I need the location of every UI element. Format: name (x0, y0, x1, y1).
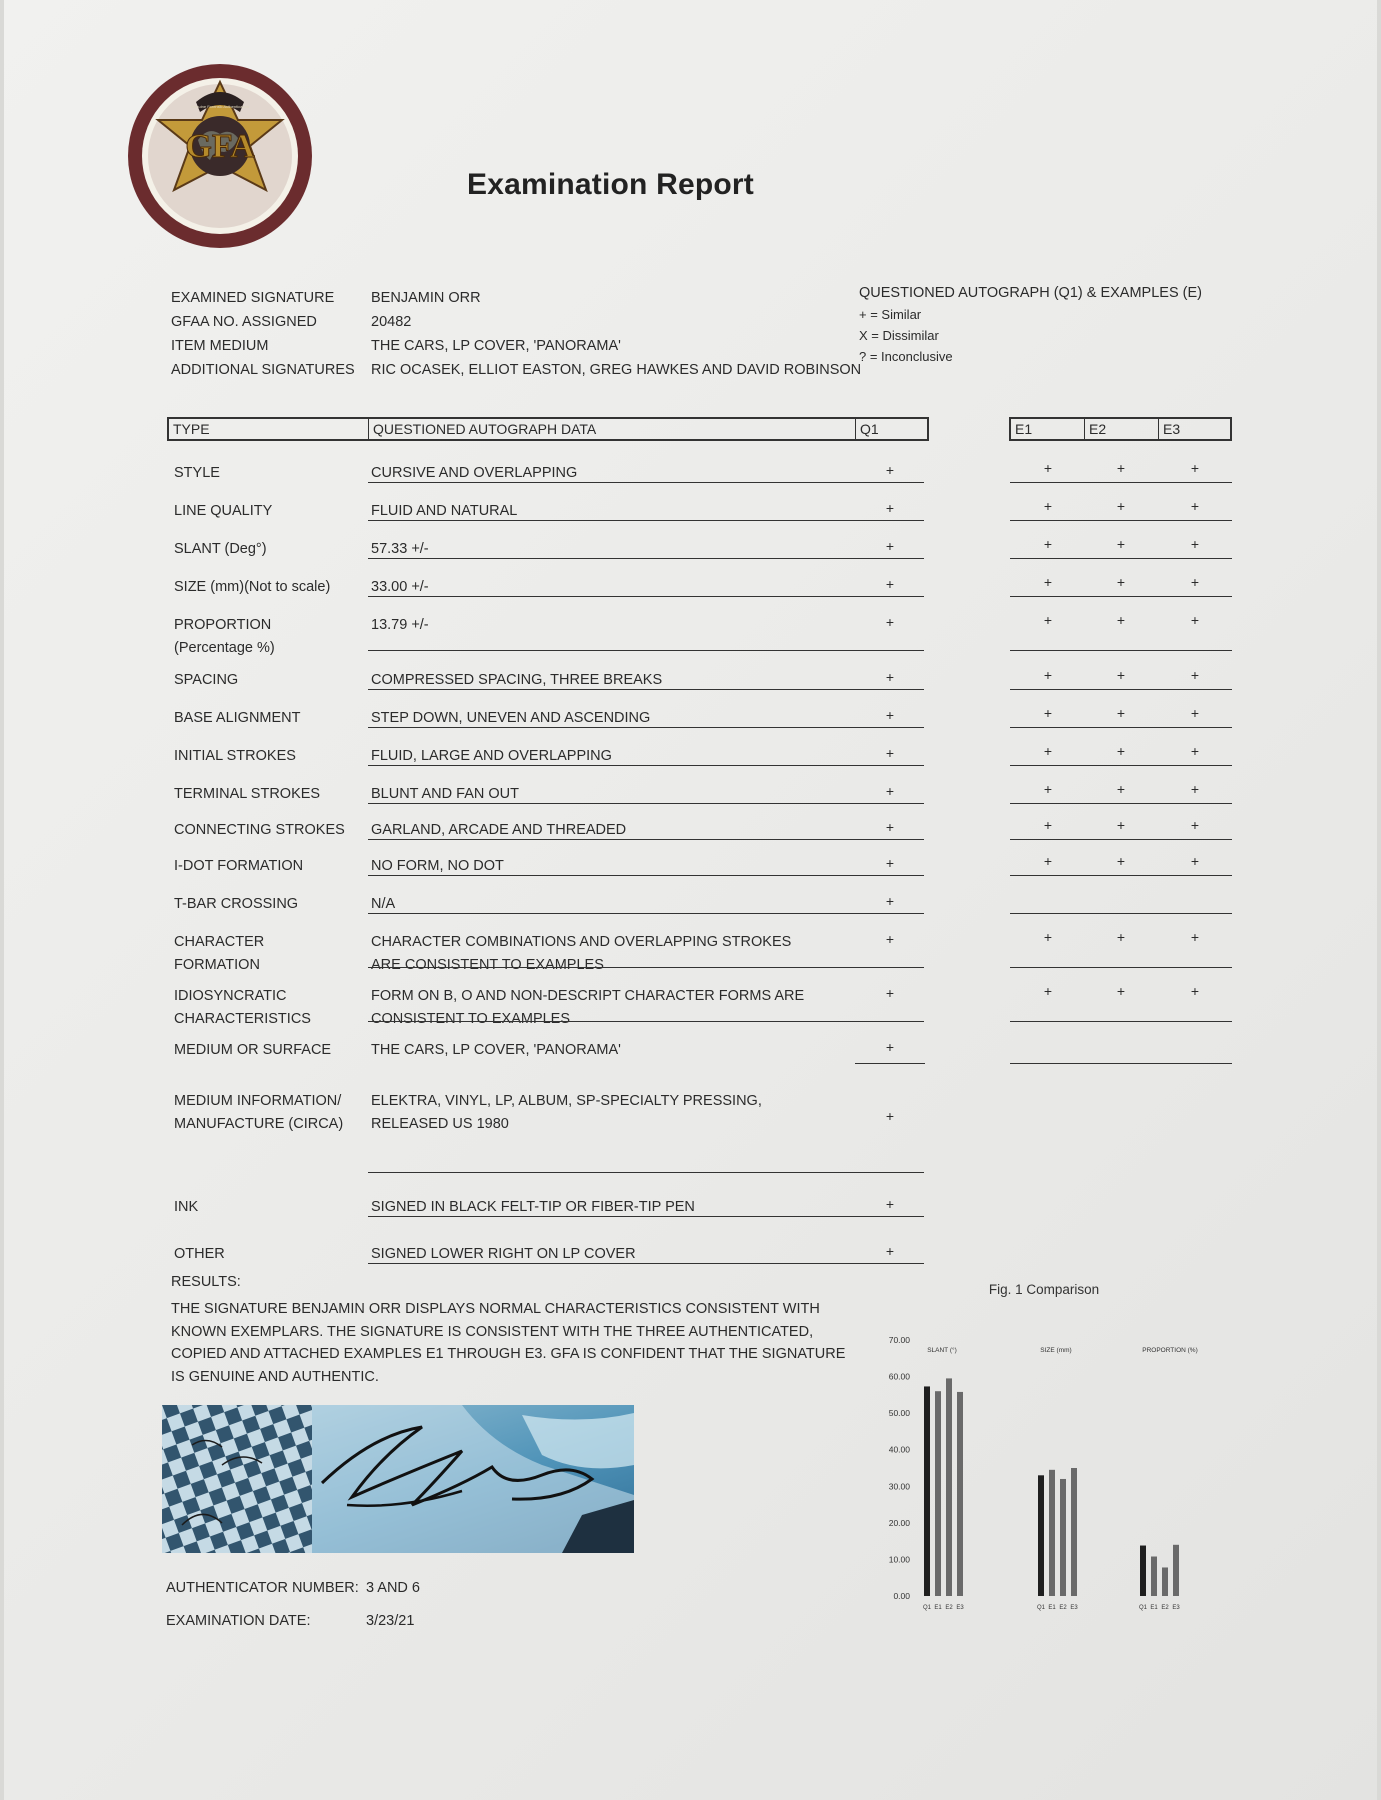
example-mark: + (1043, 743, 1053, 759)
category-label: Q1 (1036, 1605, 1046, 1611)
row-underline (368, 803, 924, 804)
example-mark: + (1043, 460, 1053, 476)
q1-mark: + (885, 783, 895, 799)
row-label: PROPORTION (Percentage %) (174, 617, 275, 656)
legend-item: + = Similar (859, 307, 922, 322)
example-mark: + (1043, 983, 1053, 999)
row-underline (368, 596, 924, 597)
header-e2: E2 (1085, 419, 1159, 439)
q1-mark: + (885, 669, 895, 685)
meta-value: BENJAMIN ORR (371, 290, 481, 306)
example-mark: + (1116, 817, 1126, 833)
bar-q1 (924, 1386, 930, 1596)
example-mark: + (1116, 574, 1126, 590)
row-value: SIGNED IN BLACK FELT-TIP OR FIBER-TIP PEN (371, 1199, 695, 1215)
q1-mark: + (885, 893, 895, 909)
row-label: SIZE (mm)(Not to scale) (174, 579, 331, 595)
row-value: CURSIVE AND OVERLAPPING (371, 465, 578, 481)
authenticator-value: 3 AND 6 (366, 1580, 420, 1596)
examples-underline (1010, 520, 1232, 521)
row-underline (368, 839, 924, 840)
y-tick-label: 40.00 (888, 1444, 910, 1455)
row-value: FORM ON B, O AND NON-DESCRIPT CHARACTER FORMS ARE CONSISTENT TO EXAMPLES (371, 988, 805, 1027)
row-label: OTHER (174, 1246, 225, 1262)
q1-mark: + (885, 707, 895, 723)
example-mark: + (1116, 983, 1126, 999)
category-label: Q1 (922, 1605, 932, 1611)
row-underline (368, 650, 924, 651)
results-text: THE SIGNATURE BENJAMIN ORR DISPLAYS NORMAL CHARACTERISTICS CONSISTENT WITH KNOWN EXEMPLARS. THE SIGNATURE IS CONSISTENT WITH THE THREE AUTHENTICATED, COPIED AND ATTACHED EXAMPLES E1 THROUGH E3. GFA IS CONFIDENT THAT THE SIGNATURE IS GENUINE AND AUTHENTIC. (171, 1301, 846, 1385)
header-e1: E1 (1011, 419, 1085, 439)
logo-text: GFA (185, 128, 255, 165)
examples-underline (1010, 803, 1232, 804)
q1-mark: + (885, 1196, 895, 1212)
category-label: E3 (1070, 1605, 1078, 1611)
example-mark: + (1043, 536, 1053, 552)
authenticator-label: AUTHENTICATOR NUMBER: (166, 1580, 359, 1596)
q1-mark: + (885, 462, 895, 478)
example-mark: + (1190, 781, 1200, 797)
q1-mark: + (885, 1039, 895, 1055)
example-mark: + (1043, 781, 1053, 797)
q1-mark: + (885, 855, 895, 871)
row-value: CHARACTER COMBINATIONS AND OVERLAPPING STROKES ARE CONSISTENT TO EXAMPLES (371, 934, 792, 973)
exam-date-line (166, 1613, 414, 1629)
bar-e3 (1071, 1468, 1077, 1596)
y-tick-label: 60.00 (888, 1371, 910, 1382)
example-mark: + (1190, 929, 1200, 945)
bar-q1 (1140, 1546, 1146, 1596)
example-mark: + (1190, 498, 1200, 514)
y-tick-label: 30.00 (888, 1481, 910, 1492)
example-mark: + (1043, 705, 1053, 721)
example-mark: + (1116, 667, 1126, 683)
row-label: MEDIUM OR SURFACE (174, 1042, 332, 1058)
q1-mark: + (885, 819, 895, 835)
examples-underline (1010, 875, 1232, 876)
bar-q1 (1038, 1475, 1044, 1596)
row-value: SIGNED LOWER RIGHT ON LP COVER (371, 1246, 636, 1262)
bar-e2 (1060, 1479, 1066, 1596)
row-value: NO FORM, NO DOT (371, 858, 504, 874)
examples-underline (1010, 765, 1232, 766)
row-underline (368, 558, 924, 559)
meta-label: ITEM MEDIUM (171, 338, 269, 354)
meta-value: THE CARS, LP COVER, 'PANORAMA' (371, 338, 621, 354)
examples-underline (1010, 913, 1232, 914)
row-underline (368, 967, 924, 968)
category-label: E3 (956, 1605, 964, 1611)
bar-e1 (1151, 1557, 1157, 1596)
legend-item: X = Dissimilar (859, 328, 939, 343)
y-tick-label: 0.00 (893, 1591, 910, 1601)
example-mark: + (1190, 460, 1200, 476)
bar-e1 (935, 1391, 941, 1596)
row-value: 13.79 +/- (371, 617, 429, 633)
example-mark: + (1190, 667, 1200, 683)
header-type: TYPE (169, 419, 369, 439)
chart-title: Fig. 1 Comparison (988, 1282, 1100, 1297)
examples-underline (1010, 727, 1232, 728)
bar-e1 (1049, 1470, 1055, 1596)
example-mark: + (1116, 929, 1126, 945)
legend-item: ? = Inconclusive (859, 349, 953, 364)
q1-mark: + (885, 985, 895, 1001)
example-mark: + (1043, 853, 1053, 869)
row-underline (855, 1063, 925, 1064)
row-label: CONNECTING STROKES (174, 822, 345, 838)
y-tick-label: 70.00 (888, 1335, 910, 1345)
row-value: FLUID AND NATURAL (371, 503, 518, 519)
meta-value: 20482 (371, 314, 412, 330)
row-value: GARLAND, ARCADE AND THREADED (371, 822, 627, 838)
q1-mark: + (885, 1243, 895, 1259)
examples-underline (1010, 482, 1232, 483)
row-value: ELEKTRA, VINYL, LP, ALBUM, SP-SPECIALTY PRESSING, RELEASED US 1980 (371, 1093, 762, 1132)
row-value: BLUNT AND FAN OUT (371, 786, 519, 802)
row-label: MEDIUM INFORMATION/ MANUFACTURE (CIRCA) (174, 1093, 344, 1132)
row-label: I-DOT FORMATION (174, 858, 304, 874)
row-value: 57.33 +/- (371, 541, 429, 557)
row-underline (368, 913, 924, 914)
q1-mark: + (885, 1108, 895, 1124)
y-tick-label: 50.00 (888, 1408, 910, 1419)
report-page (4, 0, 1377, 1800)
meta-label: ADDITIONAL SIGNATURES (171, 362, 355, 378)
legend-block (859, 283, 1202, 367)
header-q1: Q1 (860, 421, 879, 437)
q1-mark: + (885, 500, 895, 516)
row-value: N/A (371, 896, 396, 912)
row-label: SPACING (174, 672, 239, 688)
logo-ring-text: Genuine Forensic Authenticators (190, 104, 250, 109)
examples-underline (1010, 650, 1232, 651)
example-mark: + (1190, 853, 1200, 869)
row-underline (368, 1021, 924, 1022)
bar-e3 (1173, 1545, 1179, 1596)
row-label: BASE ALIGNMENT (174, 710, 301, 726)
header-data: QUESTIONED AUTOGRAPH DATA (369, 419, 856, 439)
row-label: INITIAL STROKES (174, 748, 296, 764)
row-label: SLANT (Deg°) (174, 541, 267, 557)
page-title: Examination Report (467, 168, 754, 201)
example-mark: + (1043, 667, 1053, 683)
examples-underline (1010, 596, 1232, 597)
group-label: SIZE (mm) (1040, 1347, 1072, 1354)
category-label: E1 (1150, 1605, 1158, 1611)
comparison-chart (862, 1276, 1222, 1616)
signature-photo (162, 1405, 634, 1553)
group-label: PROPORTION (%) (1142, 1347, 1198, 1354)
row-label: IDIOSYNCRATIC CHARACTERISTICS (174, 988, 311, 1027)
meta-value: RIC OCASEK, ELLIOT EASTON, GREG HAWKES AND DAVID ROBINSON (371, 362, 862, 378)
row-underline (368, 875, 924, 876)
examples-underline (1010, 689, 1232, 690)
example-mark: + (1116, 705, 1126, 721)
row-label: LINE QUALITY (174, 503, 273, 519)
row-label: T-BAR CROSSING (174, 896, 299, 912)
examples-underline (1010, 967, 1232, 968)
example-mark: + (1116, 536, 1126, 552)
legend-heading: QUESTIONED AUTOGRAPH (Q1) & EXAMPLES (E) (859, 285, 1202, 301)
row-underline (368, 1216, 924, 1217)
header-e3: E3 (1163, 421, 1181, 437)
examples-underline (1010, 1063, 1232, 1064)
examples-header (1009, 417, 1232, 441)
group-label: SLANT (°) (927, 1347, 957, 1354)
row-value: 33.00 +/- (371, 579, 429, 595)
category-label: E1 (1048, 1605, 1056, 1611)
row-underline (368, 520, 924, 521)
meta-label: EXAMINED SIGNATURE (171, 290, 335, 306)
meta-block (171, 286, 861, 382)
row-value: THE CARS, LP COVER, 'PANORAMA' (371, 1042, 621, 1058)
example-mark: + (1116, 743, 1126, 759)
bar-e2 (946, 1378, 952, 1596)
q1-mark: + (885, 745, 895, 761)
row-underline (368, 689, 924, 690)
category-label: E2 (1059, 1605, 1067, 1611)
example-mark: + (1116, 781, 1126, 797)
bar-e2 (1162, 1567, 1168, 1596)
category-label: E3 (1172, 1605, 1180, 1611)
exam-date-label: EXAMINATION DATE: (166, 1613, 311, 1629)
row-value: STEP DOWN, UNEVEN AND ASCENDING (371, 710, 651, 726)
example-mark: + (1116, 853, 1126, 869)
row-value: FLUID, LARGE AND OVERLAPPING (371, 748, 612, 764)
example-mark: + (1043, 612, 1053, 628)
example-mark: + (1043, 498, 1053, 514)
row-underline (368, 765, 924, 766)
results-heading: RESULTS: (171, 1274, 241, 1290)
authenticator-line (166, 1580, 420, 1596)
row-underline (368, 1263, 924, 1264)
meta-label: GFAA NO. ASSIGNED (171, 314, 317, 330)
row-underline (368, 727, 924, 728)
category-label: E1 (934, 1605, 942, 1611)
row-label: TERMINAL STROKES (174, 786, 321, 802)
exam-date-value: 3/23/21 (366, 1613, 415, 1629)
row-label: CHARACTER FORMATION (174, 934, 265, 973)
row-underline (368, 482, 924, 483)
examples-underline (1010, 1021, 1232, 1022)
example-mark: + (1190, 743, 1200, 759)
examples-underline (1010, 839, 1232, 840)
row-label: STYLE (174, 465, 220, 481)
row-underline (368, 1172, 924, 1173)
examples-underline (1010, 558, 1232, 559)
bar-e3 (957, 1392, 963, 1596)
example-mark: + (1116, 498, 1126, 514)
example-mark: + (1043, 929, 1053, 945)
example-mark: + (1190, 612, 1200, 628)
q1-mark: + (885, 538, 895, 554)
category-label: Q1 (1138, 1605, 1148, 1611)
q1-mark: + (885, 614, 895, 630)
table-header (167, 417, 929, 441)
q1-mark: + (885, 931, 895, 947)
example-mark: + (1190, 705, 1200, 721)
example-mark: + (1190, 574, 1200, 590)
example-mark: + (1190, 817, 1200, 833)
gfa-logo (126, 62, 314, 250)
example-mark: + (1116, 460, 1126, 476)
q1-mark: + (885, 576, 895, 592)
y-tick-label: 10.00 (888, 1554, 910, 1565)
y-tick-label: 20.00 (888, 1517, 910, 1528)
example-mark: + (1190, 536, 1200, 552)
category-label: E2 (1161, 1605, 1169, 1611)
example-mark: + (1043, 817, 1053, 833)
example-mark: + (1190, 983, 1200, 999)
row-label: INK (174, 1199, 199, 1215)
row-value: COMPRESSED SPACING, THREE BREAKS (371, 672, 663, 688)
example-mark: + (1043, 574, 1053, 590)
category-label: E2 (945, 1605, 953, 1611)
example-mark: + (1116, 612, 1126, 628)
